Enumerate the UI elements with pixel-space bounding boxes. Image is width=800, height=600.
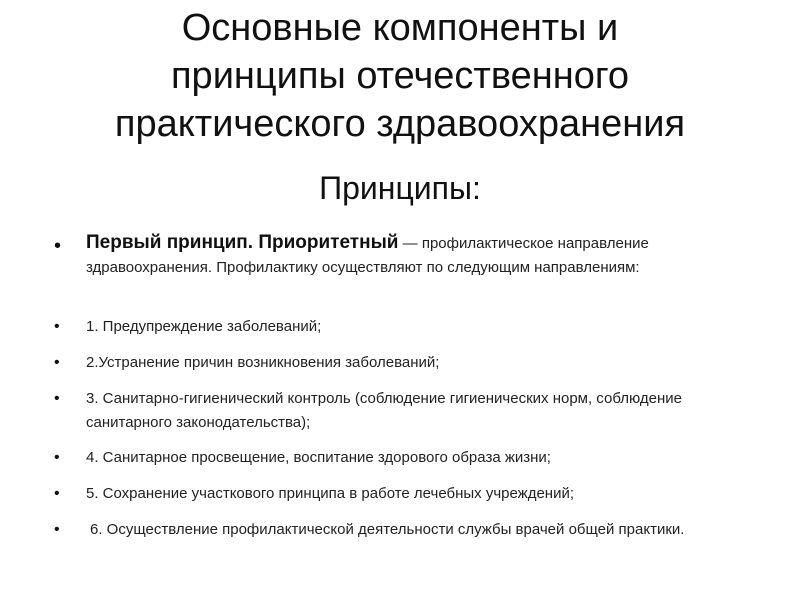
bullet-icon: •: [54, 449, 60, 466]
list-item: [54, 446, 766, 470]
list-item-text: 5. Сохранение участкового принципа в работе лечебных учреждений;: [86, 485, 575, 502]
bullet-icon: •: [54, 318, 60, 335]
list-item-text: 6. Осуществление профилактической деятельности службы врачей общей практики.: [90, 521, 685, 538]
list-item-text: 2.Устранение причин возникновения заболеваний;: [86, 354, 440, 371]
list-item: [54, 518, 726, 542]
title-line-3: практического здравоохранения: [114, 103, 686, 145]
bullet-icon: •: [54, 390, 60, 407]
title-line-2: принципы отечественного: [170, 55, 629, 97]
list-item-first-principle: [54, 231, 726, 280]
list-item-text: 1. Предупреждение заболеваний;: [86, 318, 322, 335]
list-item: [54, 482, 766, 506]
list-item-text: 3. Санитарно-гигиенический контроль (соблюдение гигиенических норм, соблюдение санитарного законодательства);: [86, 390, 683, 431]
bullet-icon: •: [54, 521, 60, 538]
list-item: [54, 351, 766, 375]
bullet-icon: •: [54, 485, 60, 502]
list-item: [54, 315, 766, 339]
first-principle-lead: Первый принцип. Приоритетный: [86, 232, 399, 253]
bullet-icon: •: [54, 354, 60, 371]
list-item-text: 4. Санитарное просвещение, воспитание здорового образа жизни;: [86, 449, 551, 466]
title-line-1: Основные компоненты и: [181, 7, 619, 49]
slide-subtitle: Принципы:: [319, 170, 481, 206]
bullet-icon: •: [54, 235, 62, 257]
list-item: [54, 387, 726, 435]
first-principle-text: — профилактическое направление здравоохранения. Профилактику осуществляют по следующим направлениям:: [86, 235, 649, 276]
